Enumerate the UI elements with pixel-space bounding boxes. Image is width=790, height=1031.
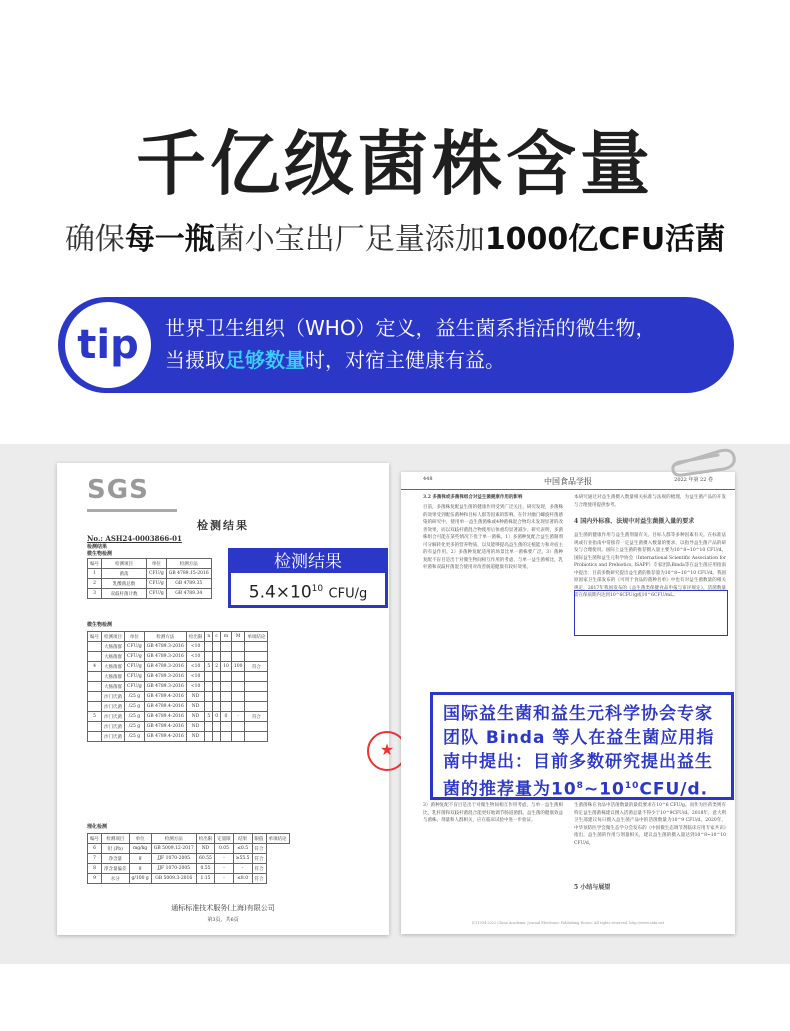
table-header-cell: 检测方法 — [166, 559, 211, 569]
journal-copyright: (C)1994-2022 China Academic Journal Electronic Publishing House. All rights reserved. http://www.cnki.net — [471, 921, 665, 925]
report-section-label: 检测结果 — [87, 544, 108, 550]
page-title: 千亿级菌株含量 — [136, 123, 654, 205]
table-header-cell: 限值 — [252, 834, 266, 844]
table-cell — [205, 652, 213, 662]
table-cell: 双歧杆菌计数 — [102, 589, 147, 599]
table-row — [88, 642, 268, 652]
highlight-box — [574, 590, 728, 636]
callout-dose-range: ~10 — [583, 779, 625, 800]
table-cell: 6 — [88, 844, 102, 854]
report-table-3 — [87, 833, 290, 884]
table-cell — [221, 732, 232, 742]
tip-line2 — [165, 344, 725, 376]
table-cell: 8 — [88, 864, 102, 874]
table-cell: 符合 — [245, 712, 268, 722]
sgs-logo-underline — [87, 509, 177, 512]
callout-dose-exponent: 8 — [576, 781, 584, 791]
table-row — [88, 662, 268, 672]
table-row — [88, 712, 268, 722]
table-cell: 大肠菌群 — [102, 642, 125, 652]
table-cell: 0.55 — [196, 864, 215, 874]
table-cell: GB 4789.3-2016 — [144, 652, 186, 662]
table-cell — [221, 692, 232, 702]
table-cell — [205, 722, 213, 732]
table-cell — [221, 642, 232, 652]
table-cell: GB 5009.12-2017 — [151, 844, 196, 854]
report-section-label: 理化检测 — [87, 824, 108, 830]
tip-line2-pre: 当摄取 — [165, 348, 225, 372]
journal-title: 中国食品学报 — [544, 477, 592, 486]
table-cell: g — [129, 864, 151, 874]
table-row — [88, 874, 290, 884]
report-page-number: 第3页，共6页 — [207, 917, 239, 923]
table-cell: ND — [186, 732, 205, 742]
table-cell: GB 4789.3-2016 — [144, 642, 186, 652]
table-row — [88, 844, 290, 854]
table-cell — [231, 722, 245, 732]
table-cell — [88, 642, 102, 652]
callout-dose-exponent: 10 — [624, 781, 640, 791]
table-cell: /25 g — [125, 692, 145, 702]
journal-column-text: 3）菌种复配不盲目是出于对微生物间相互作用考虑，与单一益生菌相比，乳杆菌和双歧杆菌混合能更好地调节肠道菌群。益生菌的健康效益与菌株、剂量和人群相关，应在临床试验中进一步验证。 — [423, 803, 563, 823]
table-cell — [245, 732, 268, 742]
official-seal: ★ — [367, 731, 407, 771]
recommendation-callout — [430, 692, 734, 800]
table-header-cell: 单项结论 — [266, 834, 289, 844]
result-callout — [228, 548, 388, 608]
table-cell — [245, 652, 268, 662]
table-cell: - — [233, 864, 252, 874]
table-cell: ≤8.0 — [233, 874, 252, 884]
result-value-unit: CFU/g — [328, 586, 368, 602]
table-cell — [213, 682, 221, 692]
report-table-1 — [87, 558, 212, 599]
subtitle-part1: 确保 — [64, 222, 125, 257]
table-cell: JJF 1070-2005 — [151, 864, 196, 874]
table-cell: CFU/g — [147, 579, 167, 589]
table-row — [88, 579, 212, 589]
table-cell — [245, 722, 268, 732]
table-cell: GB 4789.3-2016 — [144, 682, 186, 692]
table-cell: GB 4789.4-2016 — [144, 722, 186, 732]
tip-line2-post: 时，对宿主健康有益。 — [305, 348, 505, 372]
table-cell: g/100 g — [129, 874, 151, 884]
table-header-cell: 检测方法 — [144, 632, 186, 642]
table-cell — [88, 652, 102, 662]
table-cell: - — [215, 864, 234, 874]
table-cell — [213, 732, 221, 742]
table-cell — [205, 692, 213, 702]
table-cell: 1 — [88, 569, 102, 579]
table-cell — [88, 682, 102, 692]
table-cell — [221, 652, 232, 662]
table-header-cell: 单位 — [129, 834, 151, 844]
journal-column-text: 益生菌的健康作用与益生菌剂量有关。目标人群等多种因素有关。在标准法规或行业指南中常推荐一定益生菌摄入数量的要求，以指导益生菌产品的研发与合理使用。国际上益生菌的推荐摄入量主要为10^8~10^10 CFU/d。国际益生菌和益生元科学协会（International Scientific Association for Probiotics and Prebiotics, ISAPP）专家团队Binda等在益生菌应用指南中提出：目前多数研究提出益生菌的推荐量为10^8~10^10 CFU/d。我国原国家卫生部发布的《可用于食品的菌种名单》中也有对益生菌数量的相关规定，2017年我国发布的《益生菌类保健食品申报与审评规定》，活菌数量需在保质期内达到10^6CFU/g或10^6CFU/mL。 — [574, 533, 726, 598]
table-cell: CFU/g — [125, 682, 145, 692]
table-cell: 0 — [221, 712, 232, 722]
table-cell — [213, 722, 221, 732]
table-header-cell: 检出限 — [196, 834, 215, 844]
table-cell: 净含量 — [102, 854, 130, 864]
table-row — [88, 652, 268, 662]
table-cell — [88, 722, 102, 732]
journal-column-text: 本研究通过对益生菌摄入数量相关标准与法规的梳理，为益生菌产品的开发与合理使用提供参考。 — [574, 495, 726, 508]
callout-line — [443, 774, 721, 802]
table-cell — [88, 672, 102, 682]
table-row — [88, 672, 268, 682]
table-cell: 大肠菌群 — [102, 682, 125, 692]
table-cell: ≤0.5 — [233, 844, 252, 854]
table-cell: 符合 — [252, 864, 266, 874]
report-section-label: 微生物检测 — [87, 551, 113, 557]
table-cell: 60.55 — [196, 854, 215, 864]
table-cell — [245, 682, 268, 692]
table-cell: GB 4789.35 — [166, 579, 211, 589]
tip-text — [165, 312, 725, 376]
table-cell: 2 — [88, 579, 102, 589]
table-header-cell: 检测项目 — [102, 559, 147, 569]
table-header-cell: 检测项目 — [102, 632, 125, 642]
table-header-cell: 单位 — [125, 632, 145, 642]
section-heading: 3.2 多菌株或多菌株组合对益生菌健康作用的影响 — [423, 495, 523, 500]
table-cell: 4 — [88, 662, 102, 672]
paperclip-icon — [668, 445, 738, 479]
section-heading: 5 小结与展望 — [574, 884, 611, 891]
table-row — [88, 589, 212, 599]
table-header-cell: 定量限 — [215, 834, 234, 844]
table-cell: GB 5009.3-2016 — [151, 874, 196, 884]
table-header-row — [88, 834, 290, 844]
test-report-document — [57, 463, 395, 935]
table-cell: <10 — [186, 672, 205, 682]
table-cell: CFU/g — [125, 672, 145, 682]
callout-line: 团队 Binda 等人在益生菌应用指 — [443, 728, 715, 748]
table-header-cell: 编号 — [88, 834, 102, 844]
table-cell: 沙门氏菌 — [102, 702, 125, 712]
table-cell: 大肠菌群 — [102, 672, 125, 682]
table-row — [88, 854, 290, 864]
report-issuer: 通标标准技术服务(上海)有限公司 — [171, 904, 275, 912]
table-cell — [221, 722, 232, 732]
table-cell: <10 — [186, 652, 205, 662]
table-header-cell: 单位 — [147, 559, 167, 569]
result-value-base: 5.4×10 — [248, 582, 312, 603]
subtitle — [0, 214, 790, 258]
table-cell — [245, 672, 268, 682]
table-cell: GB 4789.4-2016 — [144, 702, 186, 712]
table-cell — [231, 682, 245, 692]
table-cell: <10 — [186, 662, 205, 672]
table-cell — [221, 672, 232, 682]
table-cell: 符合 — [252, 854, 266, 864]
table-cell — [245, 642, 268, 652]
table-cell: 7 — [88, 854, 102, 864]
table-cell — [213, 702, 221, 712]
table-cell: GB 4789.15-2016 — [166, 569, 211, 579]
journal-issue: 2022 年第 22 卷 — [674, 477, 713, 483]
table-row — [88, 692, 268, 702]
journal-column-text: 生菌菌株在食品中活菌数量的最低要求在10^6 CFU/g。而作为医药类则有特定益生菌菌株建议摄入活菌总量不得少于10^9CFU/d。2018年，意大利卫生部建议每日摄入益生菌产品中的活菌数量为10^9 CFU/d。2020年，中华预防医学会微生态学分会发布的《中国微生态调节剂临床应用专家共识》指出，益生菌的作用与剂量相关，建议益生菌的摄入量达到10^8~10^10 CFU/d。 — [574, 803, 726, 846]
table-cell: /25 g — [125, 732, 145, 742]
table-cell: 符合 — [252, 874, 266, 884]
table-cell: <10 — [186, 642, 205, 652]
table-cell: - — [231, 712, 245, 722]
table-cell: 2 — [213, 662, 221, 672]
table-cell: 乳酸菌总数 — [102, 579, 147, 589]
table-cell: /25 g — [125, 722, 145, 732]
table-header-cell: m — [221, 632, 232, 642]
table-cell: 大肠菌群 — [102, 652, 125, 662]
table-row — [88, 864, 290, 874]
table-cell: 符合 — [252, 844, 266, 854]
table-cell: 0 — [213, 712, 221, 722]
table-row — [88, 702, 268, 712]
table-cell — [231, 702, 245, 712]
table-cell: ND — [186, 692, 205, 702]
table-cell — [88, 692, 102, 702]
report-section-label: 微生物检测 — [87, 622, 113, 628]
table-cell — [231, 692, 245, 702]
table-cell: - — [215, 854, 234, 864]
table-cell — [245, 702, 268, 712]
subtitle-part2: 菌小宝出厂足量添加 — [214, 222, 485, 257]
table-cell — [231, 732, 245, 742]
table-header-cell: 结果 — [233, 834, 252, 844]
table-cell — [231, 642, 245, 652]
result-value-exponent: 10 — [311, 584, 324, 594]
table-cell: 符合 — [245, 662, 268, 672]
callout-dose-prefix: 菌的推荐量为10 — [443, 779, 577, 800]
table-cell — [213, 642, 221, 652]
subtitle-bold2: 1000亿CFU活菌 — [484, 222, 726, 257]
table-cell: 净含量偏差 — [102, 864, 130, 874]
report-title: 检测结果 — [197, 519, 249, 532]
table-cell — [245, 692, 268, 702]
subtitle-bold1: 每一瓶 — [124, 222, 215, 257]
table-cell: 铅 (Pb) — [102, 844, 130, 854]
table-header-cell: 检测项目 — [102, 834, 130, 844]
table-cell: 沙门氏菌 — [102, 712, 125, 722]
table-cell: 5 — [205, 712, 213, 722]
table-cell: 3 — [88, 589, 102, 599]
table-cell: g — [129, 854, 151, 864]
table-cell — [88, 702, 102, 712]
table-cell — [213, 692, 221, 702]
tip-badge: tip — [61, 298, 155, 392]
table-cell: 0.05 — [215, 844, 234, 854]
table-cell: GB 4789.4-2016 — [144, 692, 186, 702]
table-cell — [88, 732, 102, 742]
table-header-cell: 检测方法 — [151, 834, 196, 844]
table-row — [88, 682, 268, 692]
table-row — [88, 732, 268, 742]
table-cell — [205, 702, 213, 712]
journal-column-text: 目前，多菌株复配益生菌的健康作用受到广泛关注。研究发现，多菌株的效果受到配伍菌种和目标人群等因素的影响。在针对幽门螺旋杆菌感染的研究中，使用单一益生菌菌株或4种菌株混合物均未发现显著的改善效果，而以双歧杆菌混合物使用后体重均显著减少。研究表明，多菌株组合可能在某些情况下优于单一菌株。1）多菌种复配合益生菌制剂可分解转化更多的营养物质，以及能够提高益生菌的定植能力和对宿主的有益作用。2）多菌种复配适用的场景比单一菌株要广泛。3）菌种复配不盲目是出于对微生物间相互作用的考虑，与单一益生菌相比，乳杆菌和双歧杆菌混合使用对改善肠道健康有较好效果。 — [423, 505, 563, 570]
table-cell: 9 — [88, 874, 102, 884]
table-cell — [231, 672, 245, 682]
table-cell: GB 4789.3-2016 — [144, 662, 186, 672]
table-cell: 1.15 — [196, 874, 215, 884]
table-cell: 大肠菌群 — [102, 662, 125, 672]
table-cell: 沙门氏菌 — [102, 692, 125, 702]
sgs-logo: SGS — [87, 475, 149, 505]
table-cell: ND — [196, 844, 215, 854]
table-cell — [205, 682, 213, 692]
table-cell: GB 4789.4-2016 — [144, 732, 186, 742]
table-cell: 5 — [205, 662, 213, 672]
table-header-row — [88, 632, 268, 642]
table-cell: 5 — [88, 712, 102, 722]
table-cell: 沙门氏菌 — [102, 722, 125, 732]
table-cell: 沙门氏菌 — [102, 732, 125, 742]
tip-highlight: 足够数量 — [225, 348, 305, 372]
table-cell: mg/kg — [129, 844, 151, 854]
table-cell — [221, 682, 232, 692]
table-cell: 水分 — [102, 874, 130, 884]
table-cell: 100 — [231, 662, 245, 672]
table-cell: - — [215, 874, 234, 884]
callout-dose-unit: CFU/d. — [639, 779, 709, 800]
table-cell: CFU/g — [147, 589, 167, 599]
callout-line: 国际益生菌和益生元科学协会专家 — [443, 704, 713, 724]
table-cell: CFU/g — [125, 662, 145, 672]
table-cell — [205, 672, 213, 682]
table-header-cell: 编号 — [88, 559, 102, 569]
table-cell: /25 g — [125, 702, 145, 712]
tip-line1: 世界卫生组织（WHO）定义，益生菌系指活的微生物， — [165, 316, 656, 340]
table-row — [88, 722, 268, 732]
section-heading: 4 国内外标准、法规中对益生菌摄入量的要求 — [574, 518, 695, 525]
table-cell: ND — [186, 722, 205, 732]
table-row — [88, 569, 212, 579]
table-cell — [205, 642, 213, 652]
table-cell: GB 4789.3-2016 — [144, 672, 186, 682]
table-cell: /25 g — [125, 712, 145, 722]
result-callout-heading: 检测结果 — [231, 551, 385, 573]
table-header-cell: 检出限 — [186, 632, 205, 642]
table-header-cell: c — [213, 632, 221, 642]
table-header-cell: n — [205, 632, 213, 642]
result-callout-value — [231, 573, 385, 611]
table-cell: CFU/g — [125, 642, 145, 652]
table-cell: GB 4789.34 — [166, 589, 211, 599]
table-cell — [205, 732, 213, 742]
table-cell: ND — [186, 702, 205, 712]
table-cell: ND — [186, 712, 205, 722]
table-cell: CFU/g — [147, 569, 167, 579]
table-cell: <10 — [186, 682, 205, 692]
table-cell — [231, 652, 245, 662]
report-table-2 — [87, 631, 268, 742]
table-cell: GB 4789.4-2016 — [144, 712, 186, 722]
table-cell — [221, 702, 232, 712]
table-header-cell: 编号 — [88, 632, 102, 642]
table-header-cell: M — [231, 632, 245, 642]
journal-page-number: 448 — [423, 476, 433, 482]
table-cell: ≥55.5 — [233, 854, 252, 864]
table-cell: 菌落 — [102, 569, 147, 579]
report-number: No.: ASH24-0003866-01 — [87, 534, 182, 543]
table-cell: JJF 1070-2005 — [151, 854, 196, 864]
table-cell — [213, 652, 221, 662]
table-cell: CFU/g — [125, 652, 145, 662]
table-cell — [213, 672, 221, 682]
table-cell: 10 — [221, 662, 232, 672]
table-header-row — [88, 559, 212, 569]
callout-line: 南中提出：目前多数研究提出益生 — [443, 752, 713, 772]
table-header-cell: 单项结论 — [245, 632, 268, 642]
